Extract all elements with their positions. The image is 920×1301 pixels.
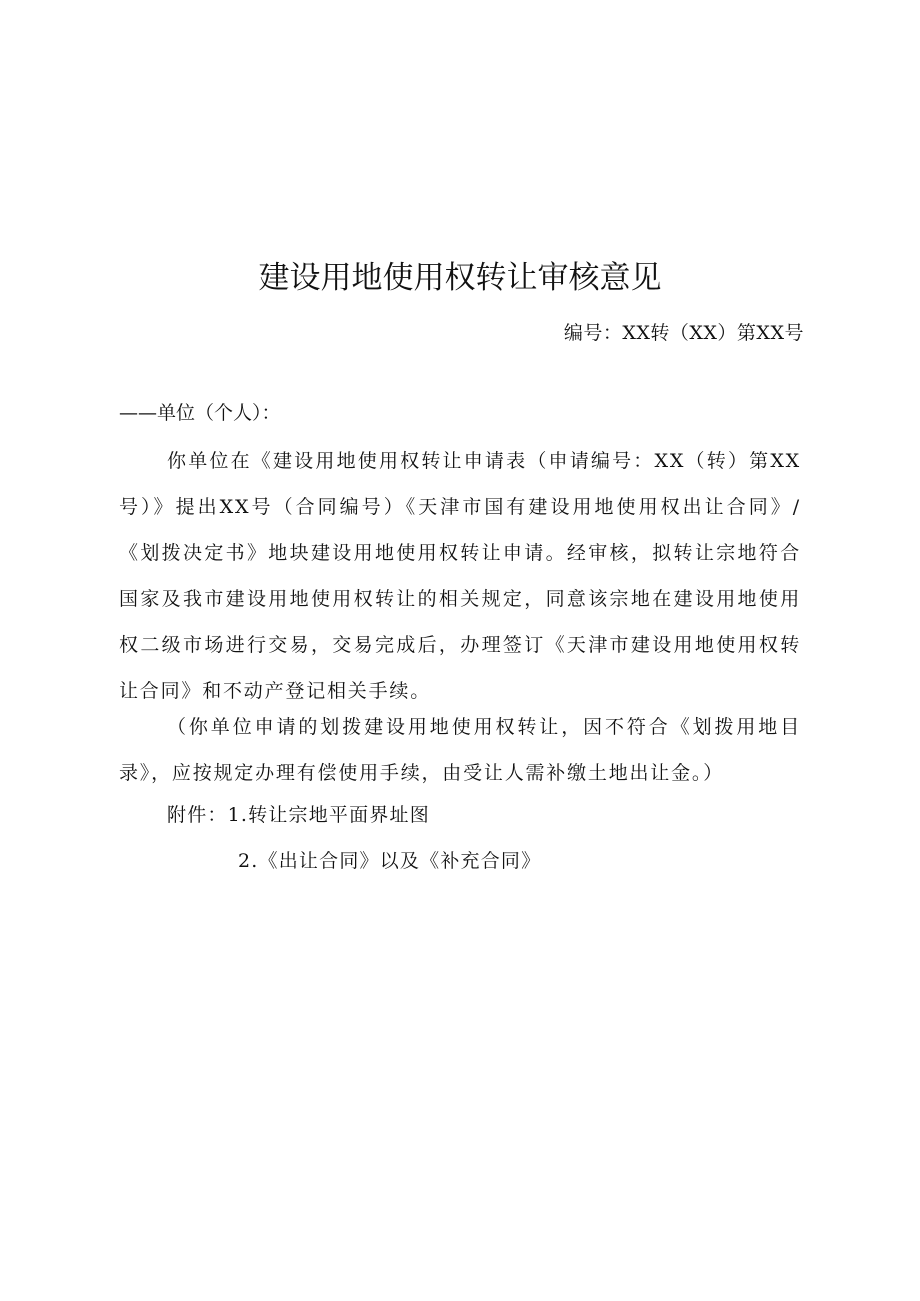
attachment-item-1: 附件：1.转让宗地平面界址图 [167,804,430,826]
body-paragraph-main: 你单位在《建设用地使用权转让申请表（申请编号：XX（转）第XX号）》提出XX号（合同编号）《天津市国有建设用地使用权出让合同》/《划拨决定书》地块建设用地使用权转让申请。经审核，拟转让宗地符合国家及我市建设用地使用权转让的相关规定，同意该宗地在建设用地使用权二级市场进行交易，交易完成后，办理签订《天津市建设用地使用权转让合同》和不动产登记相关手续。 [119,450,801,702]
document-title: 建设用地使用权转让审核意见 [258,260,662,296]
document-number: 编号：XX转（XX）第XX号 [563,322,804,344]
addressee-line: ——单位（个人）： [119,402,281,424]
body-paragraph-note: （你单位申请的划拨建设用地使用权转让，因不符合《划拨用地目录》，应按规定办理有偿使用手续，由受让人需补缴土地出让金。） [119,716,801,784]
attachment-item-2: 2.《出让合同》以及《补充合同》 [238,850,542,872]
